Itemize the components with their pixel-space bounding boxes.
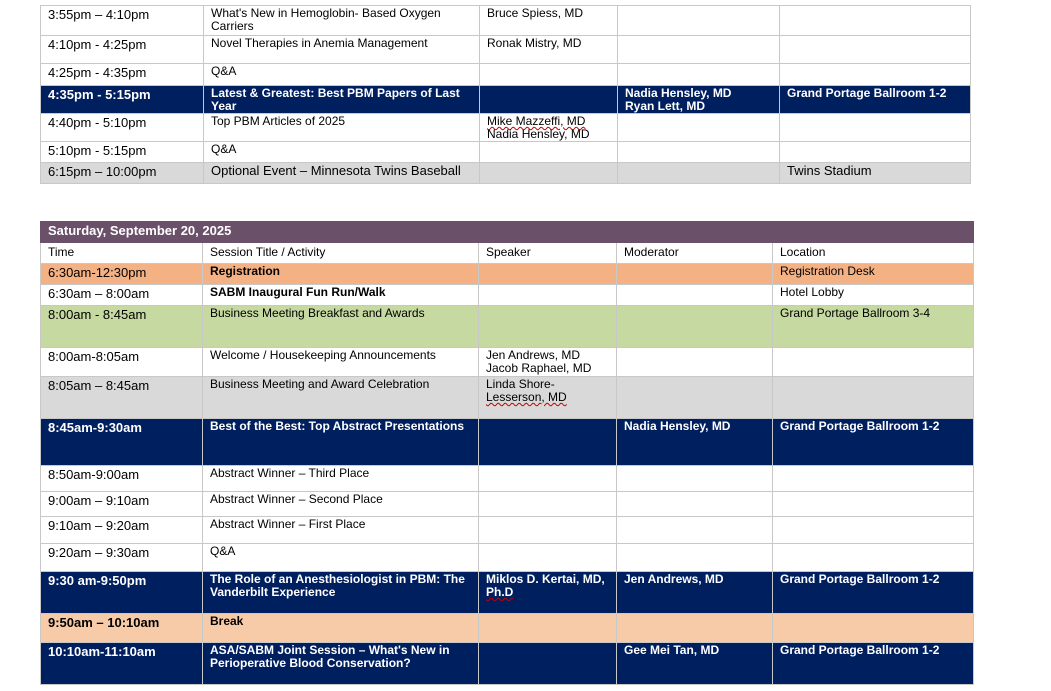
moderator-cell [618, 142, 780, 163]
location-cell [773, 466, 974, 492]
moderator-cell [617, 285, 773, 306]
location-cell [773, 614, 974, 643]
header-title: Session Title / Activity [203, 243, 479, 264]
time-cell: 10:10am-11:10am [41, 643, 203, 685]
speaker-cell [479, 517, 617, 544]
time-cell: 6:15pm – 10:00pm [41, 163, 204, 184]
session-title-cell: Q&A [204, 64, 480, 86]
moderator-cell [617, 614, 773, 643]
time-cell: 8:50am-9:00am [41, 466, 203, 492]
table-row [41, 306, 974, 348]
moderator-cell [617, 306, 773, 348]
day-header-row [41, 222, 974, 243]
table-row [41, 492, 974, 517]
saturday-schedule-table [40, 221, 974, 685]
table-row [41, 163, 971, 184]
time-cell: 4:25pm - 4:35pm [41, 64, 204, 86]
speaker-cell [479, 306, 617, 348]
table-row [41, 419, 974, 466]
session-title-cell: Novel Therapies in Anemia Management [204, 36, 480, 64]
session-title-cell: Latest & Greatest: Best PBM Papers of Last Year [204, 86, 480, 114]
moderator-cell [617, 544, 773, 572]
speaker-cell [479, 419, 617, 466]
table-row [41, 6, 971, 36]
day-title: Saturday, September 20, 2025 [41, 222, 974, 243]
location-cell: Grand Portage Ballroom 1-2 [773, 572, 974, 614]
location-cell [780, 142, 971, 163]
time-cell: 3:55pm – 4:10pm [41, 6, 204, 36]
time-cell: 8:00am-8:05am [41, 348, 203, 377]
session-title-cell: Optional Event – Minnesota Twins Baseball [204, 163, 480, 184]
speaker-cell: Bruce Spiess, MD [480, 6, 618, 36]
header-moderator: Moderator [617, 243, 773, 264]
moderator-cell [617, 264, 773, 285]
location-cell [773, 348, 974, 377]
speaker-cell [479, 466, 617, 492]
speaker-cell [480, 64, 618, 86]
location-cell: Registration Desk [773, 264, 974, 285]
moderator-cell [618, 6, 780, 36]
moderator-cell [617, 466, 773, 492]
location-cell [773, 517, 974, 544]
moderator-cell [618, 36, 780, 64]
location-cell: Grand Portage Ballroom 1-2 [780, 86, 971, 114]
location-cell [773, 492, 974, 517]
time-cell: 6:30am-12:30pm [41, 264, 203, 285]
speaker-cell [480, 163, 618, 184]
table-row [41, 572, 974, 614]
speaker-cell [479, 544, 617, 572]
session-title-cell: Q&A [203, 544, 479, 572]
session-title-cell: The Role of an Anesthesiologist in PBM: The Vanderbilt Experience [203, 572, 479, 614]
time-cell: 8:05am – 8:45am [41, 377, 203, 419]
moderator-cell [617, 377, 773, 419]
location-cell [780, 114, 971, 142]
session-title-cell: Business Meeting and Award Celebration [203, 377, 479, 419]
session-title-cell: Business Meeting Breakfast and Awards [203, 306, 479, 348]
moderator-cell: Gee Mei Tan, MD [617, 643, 773, 685]
table-row [41, 544, 974, 572]
table-row [41, 86, 971, 114]
moderator-cell [618, 64, 780, 86]
moderator-cell [617, 348, 773, 377]
time-cell: 4:40pm - 5:10pm [41, 114, 204, 142]
time-cell: 9:10am – 9:20am [41, 517, 203, 544]
header-speaker: Speaker [479, 243, 617, 264]
speaker-cell [479, 492, 617, 517]
session-title-cell: SABM Inaugural Fun Run/Walk [203, 285, 479, 306]
location-cell [773, 377, 974, 419]
table-row [41, 517, 974, 544]
time-cell: 6:30am – 8:00am [41, 285, 203, 306]
location-cell [780, 36, 971, 64]
moderator-cell: Jen Andrews, MD [617, 572, 773, 614]
moderator-cell [617, 492, 773, 517]
column-header-row [41, 243, 974, 264]
moderator-cell [617, 517, 773, 544]
table-row [41, 64, 971, 86]
session-title-cell: Best of the Best: Top Abstract Presentations [203, 419, 479, 466]
session-title-cell: Top PBM Articles of 2025 [204, 114, 480, 142]
time-cell: 4:10pm - 4:25pm [41, 36, 204, 64]
location-cell: Grand Portage Ballroom 3-4 [773, 306, 974, 348]
speaker-cell [480, 86, 618, 114]
time-cell: 8:45am-9:30am [41, 419, 203, 466]
header-time: Time [41, 243, 203, 264]
table-row [41, 348, 974, 377]
moderator-cell [618, 163, 780, 184]
table-row [41, 36, 971, 64]
time-cell: 9:20am – 9:30am [41, 544, 203, 572]
time-cell: 9:30 am-9:50pm [41, 572, 203, 614]
moderator-cell [618, 114, 780, 142]
location-cell: Grand Portage Ballroom 1-2 [773, 643, 974, 685]
time-cell: 4:35pm - 5:15pm [41, 86, 204, 114]
table-row [41, 614, 974, 643]
moderator-cell: Nadia Hensley, MD [617, 419, 773, 466]
session-title-cell: What's New in Hemoglobin- Based Oxygen Carriers [204, 6, 480, 36]
session-title-cell: Break [203, 614, 479, 643]
speaker-cell [479, 643, 617, 685]
table-row [41, 466, 974, 492]
time-cell: 5:10pm - 5:15pm [41, 142, 204, 163]
speaker-cell: Linda Shore- Lesserson, MD [479, 377, 617, 419]
table-row [41, 264, 974, 285]
speaker-cell: Mike Mazzeffi, MD Nadia Hensley, MD [480, 114, 618, 142]
location-cell [780, 6, 971, 36]
session-title-cell: Welcome / Housekeeping Announcements [203, 348, 479, 377]
table-row [41, 114, 971, 142]
table-row [41, 377, 974, 419]
location-cell: Hotel Lobby [773, 285, 974, 306]
session-title-cell: Abstract Winner – Third Place [203, 466, 479, 492]
table-row [41, 142, 971, 163]
location-cell: Grand Portage Ballroom 1-2 [773, 419, 974, 466]
session-title-cell: Abstract Winner – First Place [203, 517, 479, 544]
speaker-cell [480, 142, 618, 163]
time-cell: 9:00am – 9:10am [41, 492, 203, 517]
table-row [41, 285, 974, 306]
speaker-cell [479, 614, 617, 643]
session-title-cell: Abstract Winner – Second Place [203, 492, 479, 517]
speaker-cell: Jen Andrews, MD Jacob Raphael, MD [479, 348, 617, 377]
session-title-cell: Q&A [204, 142, 480, 163]
speaker-cell: Ronak Mistry, MD [480, 36, 618, 64]
table-row [41, 643, 974, 685]
location-cell [773, 544, 974, 572]
location-cell [780, 64, 971, 86]
speaker-cell [479, 264, 617, 285]
session-title-cell: ASA/SABM Joint Session – What's New in Perioperative Blood Conservation? [203, 643, 479, 685]
time-cell: 8:00am - 8:45am [41, 306, 203, 348]
friday-schedule-table [40, 5, 971, 184]
session-title-cell: Registration [203, 264, 479, 285]
location-cell: Twins Stadium [780, 163, 971, 184]
speaker-cell [479, 285, 617, 306]
time-cell: 9:50am – 10:10am [41, 614, 203, 643]
speaker-cell: Miklos D. Kertai, MD, Ph.D [479, 572, 617, 614]
header-location: Location [773, 243, 974, 264]
moderator-cell: Nadia Hensley, MD Ryan Lett, MD [618, 86, 780, 114]
